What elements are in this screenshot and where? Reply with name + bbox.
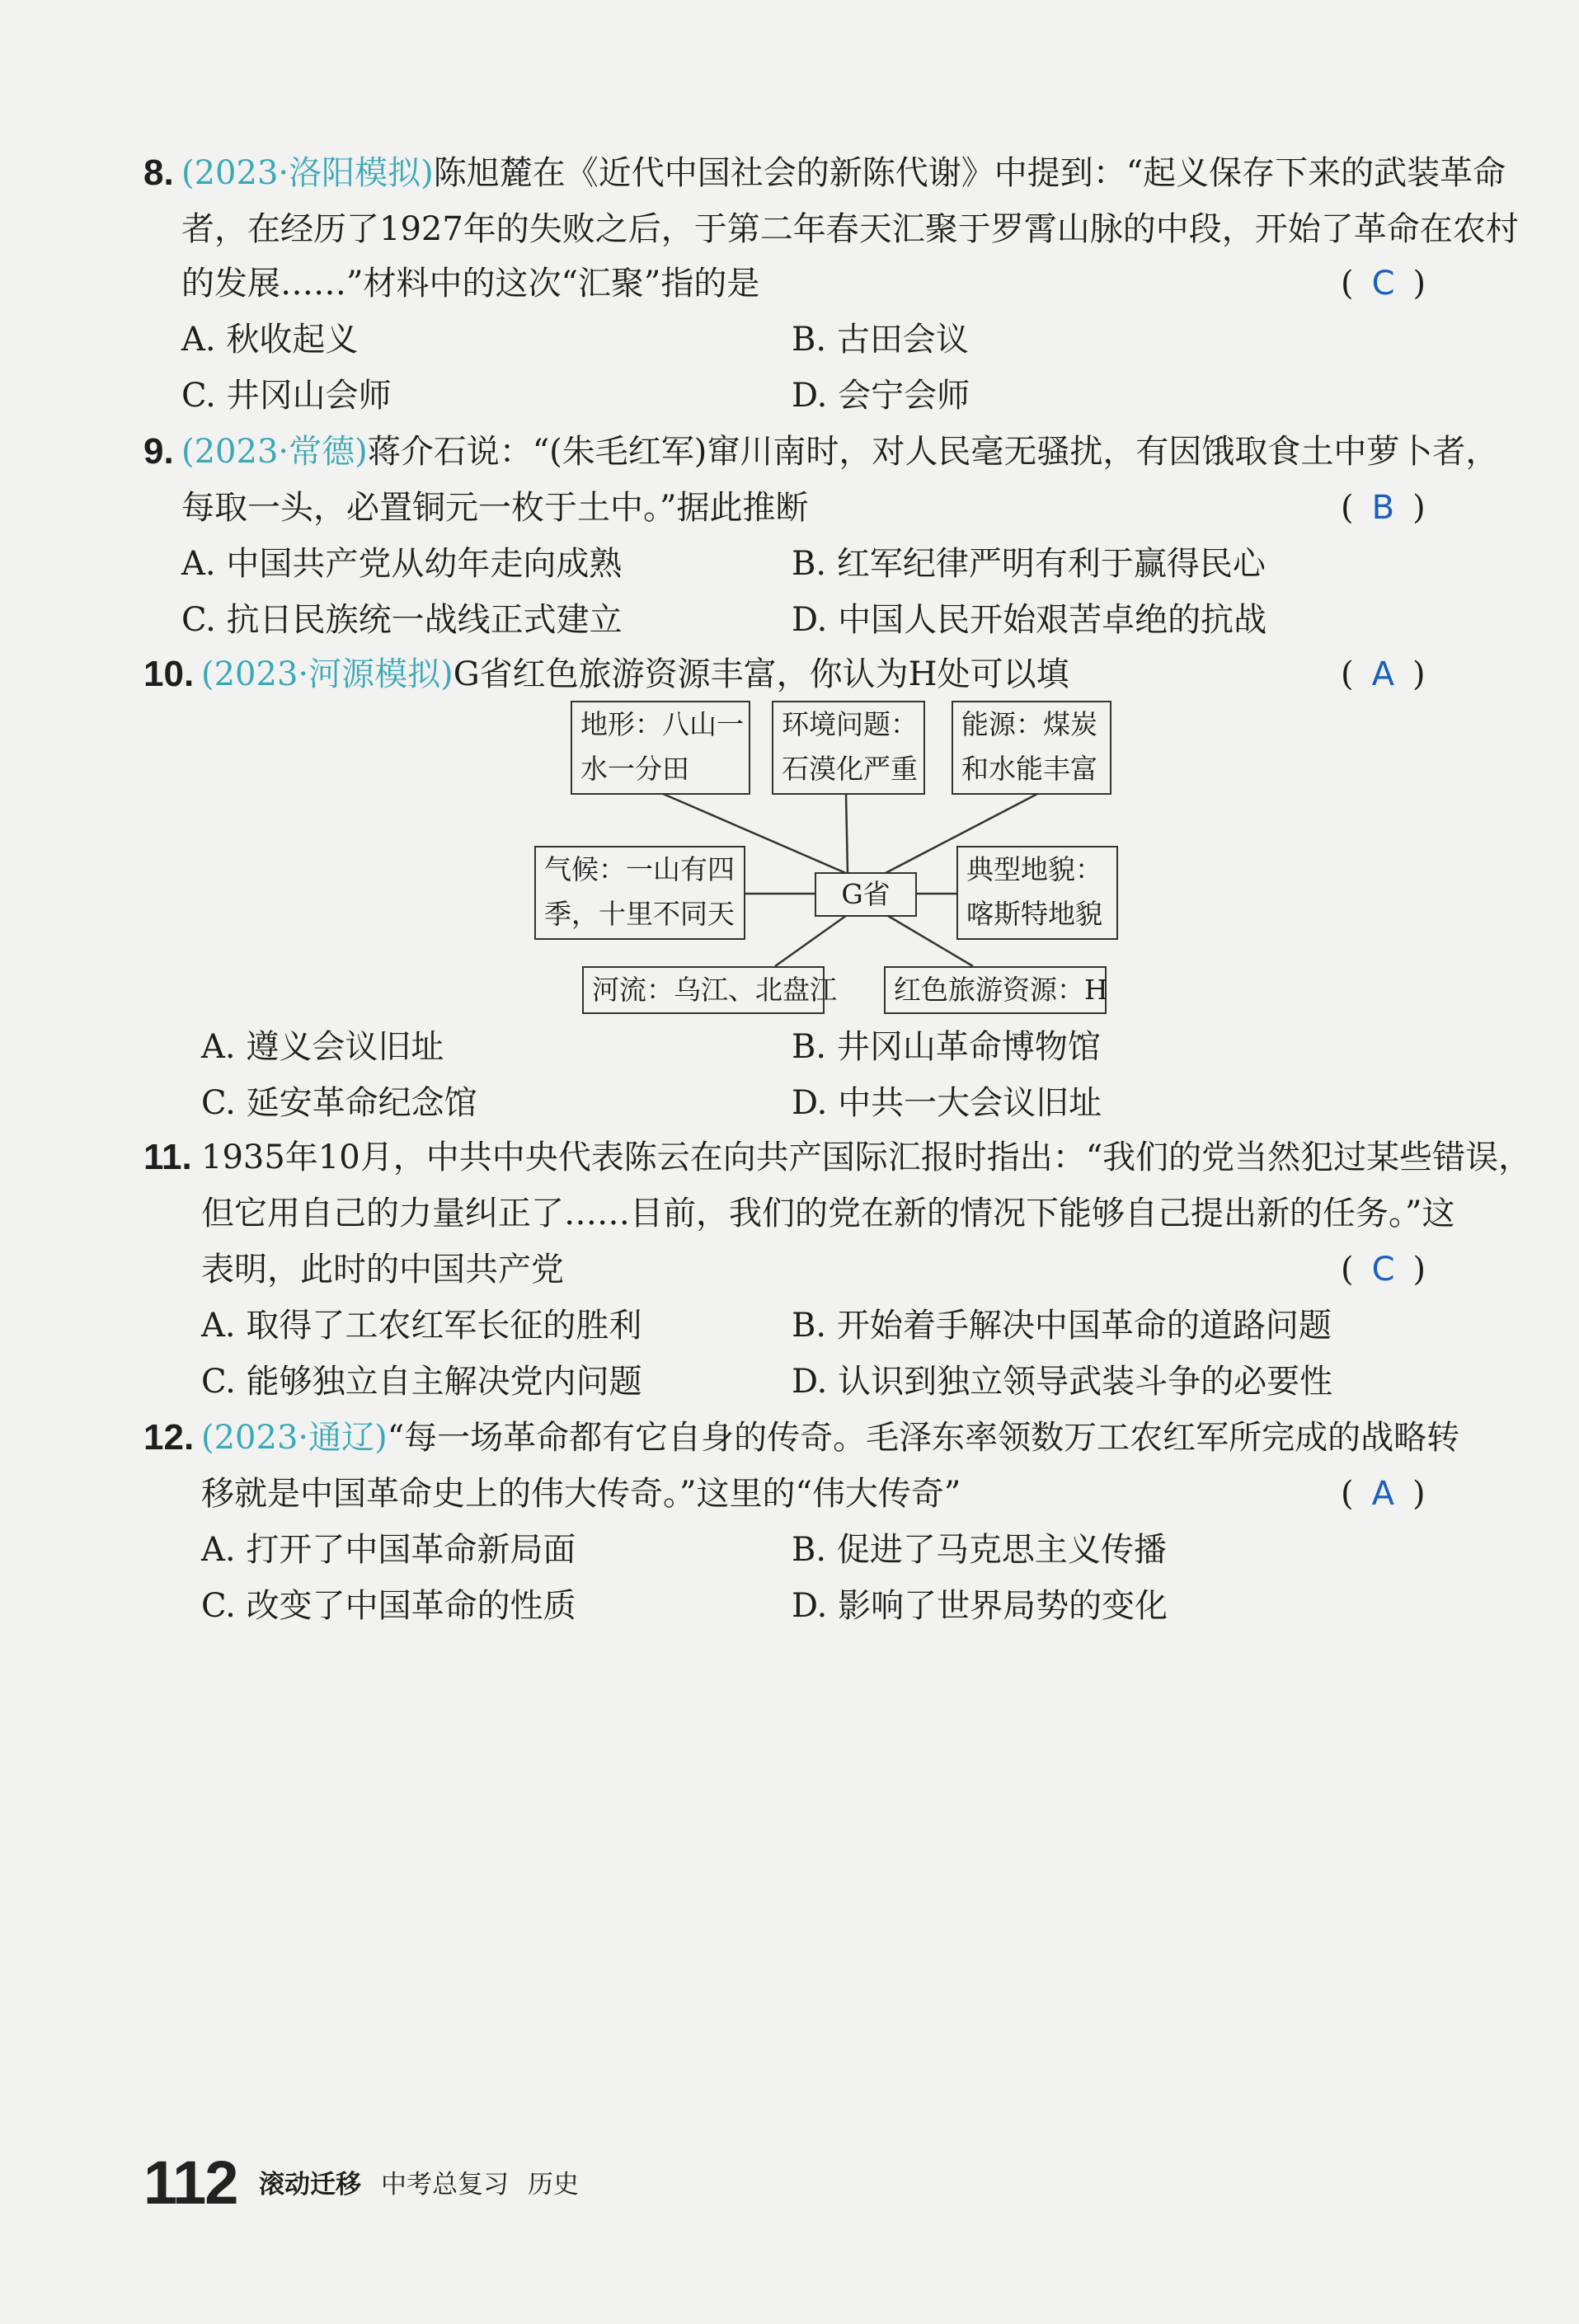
option-c: C. 井冈山会师 xyxy=(181,377,392,415)
diagram-box-landform: 典型地貌： 喀斯特地貌 xyxy=(956,846,1118,940)
province-diagram xyxy=(528,696,1121,1017)
answer-letter: A xyxy=(1371,1475,1394,1513)
question-text-line: 1935年10月，中共中央代表陈云在向共产国际汇报时指出：“我们的党当然犯过某些错误， xyxy=(201,1139,1532,1176)
question-text-line: 每取一头，必置铜元一枚于土中。”据此推断 xyxy=(181,489,809,527)
question-source: (2023·河源模拟) xyxy=(201,655,453,693)
option-d: D. 中共一大会议旧址 xyxy=(792,1084,1102,1122)
option-c: C. 延安革命纪念馆 xyxy=(201,1084,477,1122)
subject-label: 历史 xyxy=(528,2170,579,2200)
answer-bracket: ( B ) xyxy=(1341,489,1426,527)
option-b: B. 井冈山革命博物馆 xyxy=(792,1028,1101,1066)
question-text-line: 但它用自己的力量纠正了……目前，我们的党在新的情况下能够自己提出新的任务。”这 xyxy=(201,1195,1455,1232)
question-source: (2023·洛阳模拟) xyxy=(181,154,434,192)
question-text-line: (2023·通辽)“每一场革命都有它自身的传奇。毛泽东率领数万工农红军所完成的战略转 xyxy=(201,1419,1460,1457)
diagram-box-environment: 环境问题： 石漠化严重 xyxy=(772,701,925,795)
series-title: 滚动迁移 xyxy=(259,2170,361,2200)
option-d: D. 认识到独立领导武装斗争的必要性 xyxy=(792,1363,1333,1401)
question-number: 12. xyxy=(143,1417,195,1458)
option-c: C. 能够独立自主解决党内问题 xyxy=(201,1363,642,1401)
option-a: A. 中国共产党从幼年走向成熟 xyxy=(181,545,623,583)
answer-bracket: ( A ) xyxy=(1341,655,1426,693)
page-number: 112 xyxy=(143,2148,237,2217)
answer-letter: C xyxy=(1371,1251,1395,1289)
connector-rivers xyxy=(775,913,849,966)
option-b: B. 红军纪律严明有利于赢得民心 xyxy=(792,545,1266,583)
question-number: 8. xyxy=(143,153,174,193)
option-a: A. 取得了工农红军长征的胜利 xyxy=(201,1307,642,1345)
option-d: D. 中国人民开始艰苦卓绝的抗战 xyxy=(792,601,1267,639)
answer-letter: B xyxy=(1371,489,1395,527)
option-a: A. 遵义会议旧址 xyxy=(201,1028,444,1066)
book-title: 中考总复习 xyxy=(381,2170,509,2200)
diagram-box-climate: 气候：一山有四 季，十里不同天 xyxy=(534,846,745,940)
question-number: 9. xyxy=(143,431,174,472)
option-b: B. 古田会议 xyxy=(792,321,969,359)
diagram-box-rivers: 河流：乌江、北盘江 xyxy=(582,966,825,1014)
question-text-line: (2023·常德)蒋介石说：“(朱毛红军)窜川南时，对人民毫无骚扰，有因饿取食土中萝卜者， xyxy=(181,433,1499,471)
option-d: D. 会宁会师 xyxy=(792,377,970,415)
answer-bracket: ( C ) xyxy=(1341,1251,1426,1289)
question-source: (2023·通辽) xyxy=(201,1419,388,1457)
question-number: 11. xyxy=(143,1137,192,1177)
option-b: B. 促进了马克思主义传播 xyxy=(792,1531,1167,1569)
question-text-line: 移就是中国革命史上的伟大传奇。”这里的“伟大传奇” xyxy=(201,1475,961,1513)
question-number: 10. xyxy=(143,654,195,694)
question-source: (2023·常德) xyxy=(181,433,368,471)
answer-letter: A xyxy=(1371,655,1394,693)
answer-letter: C xyxy=(1371,265,1395,303)
question-text-line: 者，在经历了1927年的失败之后，于第二年春天汇聚于罗霄山脉的中段，开始了革命在农村 xyxy=(181,210,1519,248)
option-a: A. 打开了中国革命新局面 xyxy=(201,1531,576,1569)
diagram-center-province: G省 xyxy=(815,872,917,917)
question-text-line: (2023·河源模拟)G省红色旅游资源丰富，你认为H处可以填 xyxy=(201,655,1069,693)
question-text-line: (2023·洛阳模拟)陈旭麓在《近代中国社会的新陈代谢》中提到：“起义保存下来的武装革命 xyxy=(181,154,1506,192)
option-d: D. 影响了世界局势的变化 xyxy=(792,1587,1168,1625)
answer-bracket: ( C ) xyxy=(1341,265,1426,303)
option-b: B. 开始着手解决中国革命的道路问题 xyxy=(792,1307,1332,1345)
option-c: C. 抗日民族统一战线正式建立 xyxy=(181,601,623,639)
option-a: A. 秋收起义 xyxy=(181,321,359,359)
connector-environment xyxy=(846,793,848,874)
diagram-box-energy: 能源：煤炭 和水能丰富 xyxy=(952,701,1111,795)
question-text-line: 表明，此时的中国共产党 xyxy=(201,1251,564,1289)
answer-bracket: ( A ) xyxy=(1341,1475,1426,1513)
diagram-box-red-tourism: 红色旅游资源：H xyxy=(884,966,1107,1014)
question-text-line: 的发展……”材料中的这次“汇聚”指的是 xyxy=(181,265,760,303)
option-c: C. 改变了中国革命的性质 xyxy=(201,1587,576,1625)
diagram-box-terrain: 地形：八山一 水一分田 xyxy=(571,701,750,795)
